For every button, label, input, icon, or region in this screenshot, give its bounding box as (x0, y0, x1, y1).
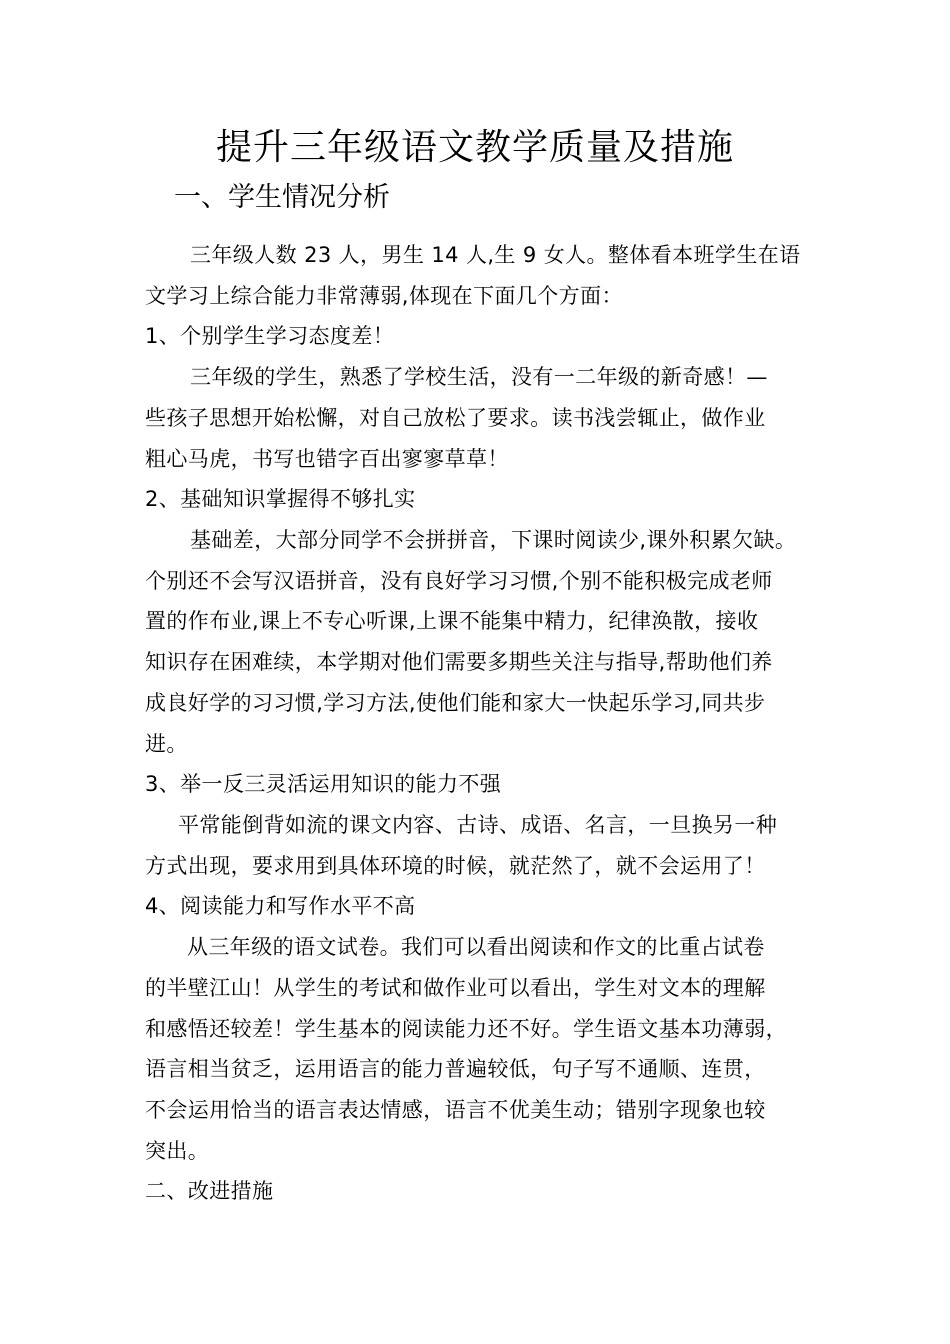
section-heading-student-analysis: 一、学生情况分析 (174, 182, 390, 213)
paragraph-line: 文学习上综合能力非常薄弱,体现在下面几个方面： (145, 284, 623, 308)
paragraph-line: 知识存在困难续，本学期对他们需要多期些关注与指导,帮助他们养 (145, 650, 773, 674)
subheading-reading-writing: 4、阅读能力和写作水平不高 (145, 894, 416, 918)
paragraph-line: 三年级的学生，熟悉了学校生活，没有一二年级的新奇感！— (190, 365, 768, 389)
subheading-application: 3、举一反三灵活运用知识的能力不强 (145, 772, 502, 796)
subheading-basic-knowledge: 2、基础知识掌握得不够扎实 (145, 487, 416, 511)
paragraph-line: 方式出现，要求用到具体环境的时候，就茫然了，就不会运用了！ (145, 854, 766, 878)
paragraph-line: 从三年级的语文试卷。我们可以看出阅读和作文的比重占试卷 (187, 935, 765, 959)
paragraph-line: 语言相当贫乏，运用语言的能力普遍较低，句子写不通顺、连贯， (145, 1057, 766, 1081)
paragraph-line: 进。 (145, 732, 188, 756)
section-heading-improvement: 二、改进措施 (145, 1179, 274, 1203)
document-title: 提升三年级语文教学质量及措施 (215, 127, 734, 168)
paragraph-line: 和感悟还较差！学生基本的阅读能力还不好。学生语文基本功薄弱， (145, 1017, 787, 1041)
paragraph-line: 的半壁江山！从学生的考试和做作业可以看出，学生对文本的理解 (145, 976, 766, 1000)
paragraph-line: 不会运用恰当的语言表达情感，语言不优美生动；错别字现象也较 (145, 1098, 766, 1122)
paragraph-line: 三年级人数 23 人，男生 14 人,生 9 女人。整体看本班学生在语 (190, 243, 801, 267)
paragraph-line: 突出。 (145, 1139, 210, 1163)
paragraph-line: 个别还不会写汉语拼音，没有良好学习习惯,个别不能积极完成老师 (145, 569, 773, 593)
subheading-attitude: 1、个别学生学习态度差！ (145, 324, 395, 348)
paragraph-line: 些孩子思想开始松懈，对自己放松了要求。读书浅尝辄止，做作业 (145, 406, 766, 430)
paragraph-line: 平常能倒背如流的课文内容、古诗、成语、名言，一旦换另一种 (178, 813, 778, 837)
paragraph-line: 置的作布业,课上不专心听课,上课不能集中精力，纪律涣散，接收 (145, 609, 759, 633)
paragraph-line: 基础差，大部分同学不会拼拼音，下课时阅读少,课外积累欠缺。 (190, 528, 797, 552)
paragraph-line: 成良好学的习习惯,学习方法,使他们能和家大一快起乐学习,同共步 (145, 691, 766, 715)
paragraph-line: 粗心马虎，书写也错字百出寥寥草草！ (145, 447, 509, 471)
